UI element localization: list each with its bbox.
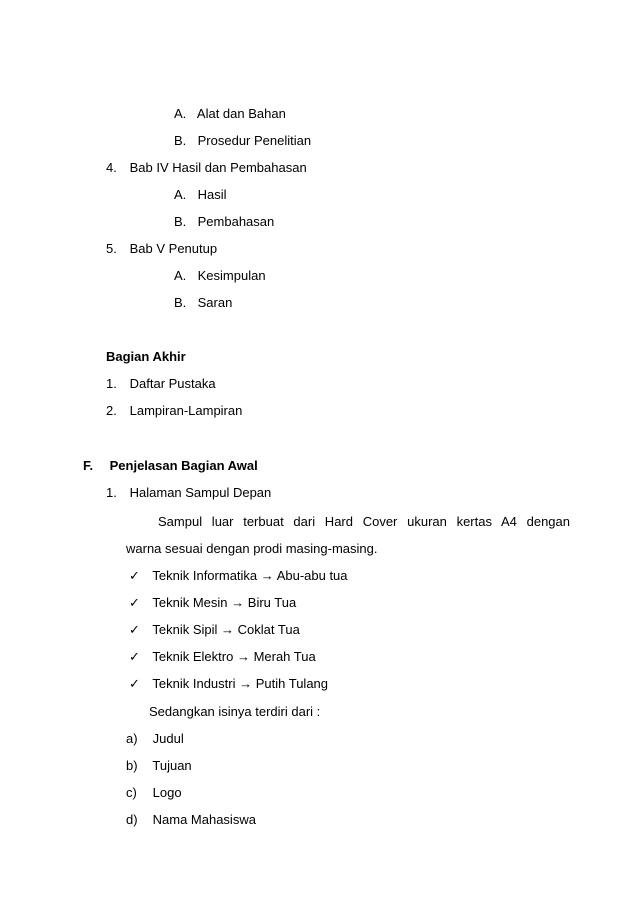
arrow-right-icon: →: [239, 676, 253, 691]
arrow-right-icon: →: [231, 595, 245, 610]
check-item-1: ✓ Teknik Informatika → Abu-abu tua: [129, 568, 348, 583]
check-item-2: ✓ Teknik Mesin → Biru Tua: [129, 595, 297, 610]
arrow-right-icon: →: [260, 568, 274, 583]
isi-item-a: a) Judul: [126, 731, 184, 746]
bab5-sub-b: B. Saran: [174, 295, 233, 310]
checkmark-icon: ✓: [129, 649, 140, 664]
checkmark-icon: ✓: [129, 676, 140, 691]
bab3-sub-b: B. Prosedur Penelitian: [174, 133, 312, 148]
isi-item-c: c) Logo: [126, 785, 182, 800]
bab5-item: 5. Bab V Penutup: [106, 241, 218, 256]
check-item-5: ✓ Teknik Industri → Putih Tulang: [129, 676, 329, 691]
bagian-akhir-item-2: 2. Lampiran-Lampiran: [106, 403, 243, 418]
isi-item-b: b) Tujuan: [126, 758, 192, 773]
section-f-item-1: 1. Halaman Sampul Depan: [106, 485, 272, 500]
isi-item-d: d) Nama Mahasiswa: [126, 812, 256, 827]
checkmark-icon: ✓: [129, 595, 140, 610]
arrow-right-icon: →: [221, 622, 235, 637]
checkmark-icon: ✓: [129, 622, 140, 637]
bab4-item: 4. Bab IV Hasil dan Pembahasan: [106, 160, 307, 175]
bab5-sub-a: A. Kesimpulan: [174, 268, 266, 283]
check-item-4: ✓ Teknik Elektro → Merah Tua: [129, 649, 316, 664]
bab3-sub-a: A. Alat dan Bahan: [174, 106, 286, 121]
arrow-right-icon: →: [236, 649, 250, 664]
bab4-sub-b: B. Pembahasan: [174, 214, 275, 229]
check-item-3: ✓ Teknik Sipil → Coklat Tua: [129, 622, 300, 637]
bab4-sub-a: A. Hasil: [174, 187, 227, 202]
section-f-heading: F. Penjelasan Bagian Awal: [83, 458, 258, 473]
bagian-akhir-heading: Bagian Akhir: [106, 349, 186, 364]
checkmark-icon: ✓: [129, 568, 140, 583]
paragraph-line-2: warna sesuai dengan prodi masing-masing.: [126, 541, 378, 556]
paragraph-line-1: Sampul luar terbuat dari Hard Cover ukuran kertas A4 dengan: [158, 514, 570, 529]
isi-intro: Sedangkan isinya terdiri dari :: [149, 704, 321, 719]
bagian-akhir-item-1: 1. Daftar Pustaka: [106, 376, 216, 391]
